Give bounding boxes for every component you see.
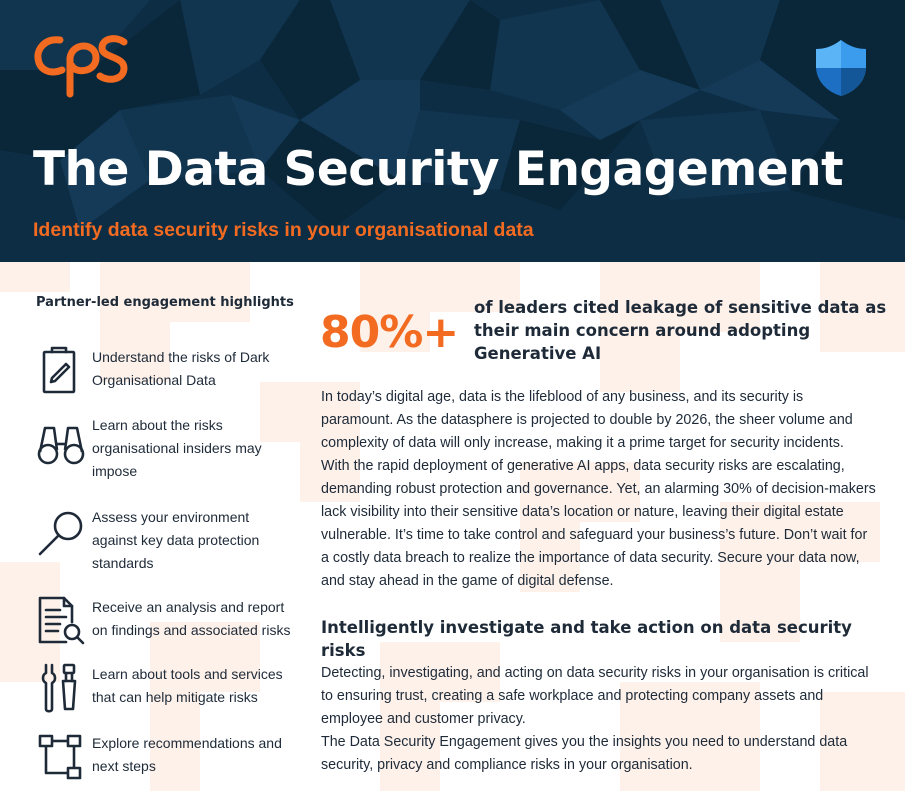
- highlight-text: Assess your environment against key data protection standards: [92, 509, 260, 571]
- section-body: [321, 662, 881, 777]
- intro-paragraph: In today’s digital age, data is the lifeblood of any business, and its security is paramount. As the datasphere is projected to double by 2026, the sheer volume and complexity of data will only increase, making it a prime target for security incidents. With the rapid deployment of generative AI apps, data security risks are escalating, demanding robust protection and governance. Yet, an alarming 30% of decision-makers lack visibility into their sensitive data’s location or nature, leaving their digital estate vulnerable. It’s time to take control and safeguard your business’s future. Don’t wait for a costly data breach to realize the importance of data security. Secure your data now, and stay ahead in the game of digital defense.: [321, 389, 876, 589]
- section-paragraph: Detecting, investigating, and acting on data security risks in your organisation is critical to ensuring trust, creating a safe workplace and protecting company assets and employee and customer privacy.: [321, 665, 869, 727]
- highlight-text: Understand the risks of Dark Organisational Data: [92, 349, 270, 388]
- section-paragraph: The Data Security Engagement gives you the insights you need to understand data security, privacy and compliance risks in your organisation.: [321, 734, 848, 773]
- highlight-text: Receive an analysis and report on findings and associated risks: [92, 599, 291, 638]
- shield-icon: [814, 38, 868, 98]
- highlight-text: Explore recommendations and next steps: [92, 735, 282, 774]
- stat-value: 80%+: [320, 307, 459, 358]
- report-icon: [36, 596, 88, 648]
- tools-icon: [36, 663, 88, 715]
- flowchart-icon: [36, 732, 88, 784]
- stat-description: of leaders cited leakage of sensitive data as their main concern around adopting Generative AI: [474, 298, 887, 363]
- cps-logo: [32, 30, 128, 100]
- section-heading: Intelligently investigate and take action on data security risks: [321, 618, 852, 660]
- highlight-text: Learn about the risks organisational insiders may impose: [92, 417, 262, 479]
- page-subtitle: Identify data security risks in your organisational data: [33, 219, 534, 241]
- highlight-text: Learn about tools and services that can help mitigate risks: [92, 666, 283, 705]
- highlights-title: Partner-led engagement highlights: [36, 295, 294, 310]
- magnifier-icon: [36, 506, 88, 558]
- clipboard-icon: [36, 346, 88, 398]
- binoculars-icon: [36, 414, 88, 466]
- page-title: The Data Security Engagement: [33, 142, 844, 197]
- hero-banner: [0, 0, 905, 262]
